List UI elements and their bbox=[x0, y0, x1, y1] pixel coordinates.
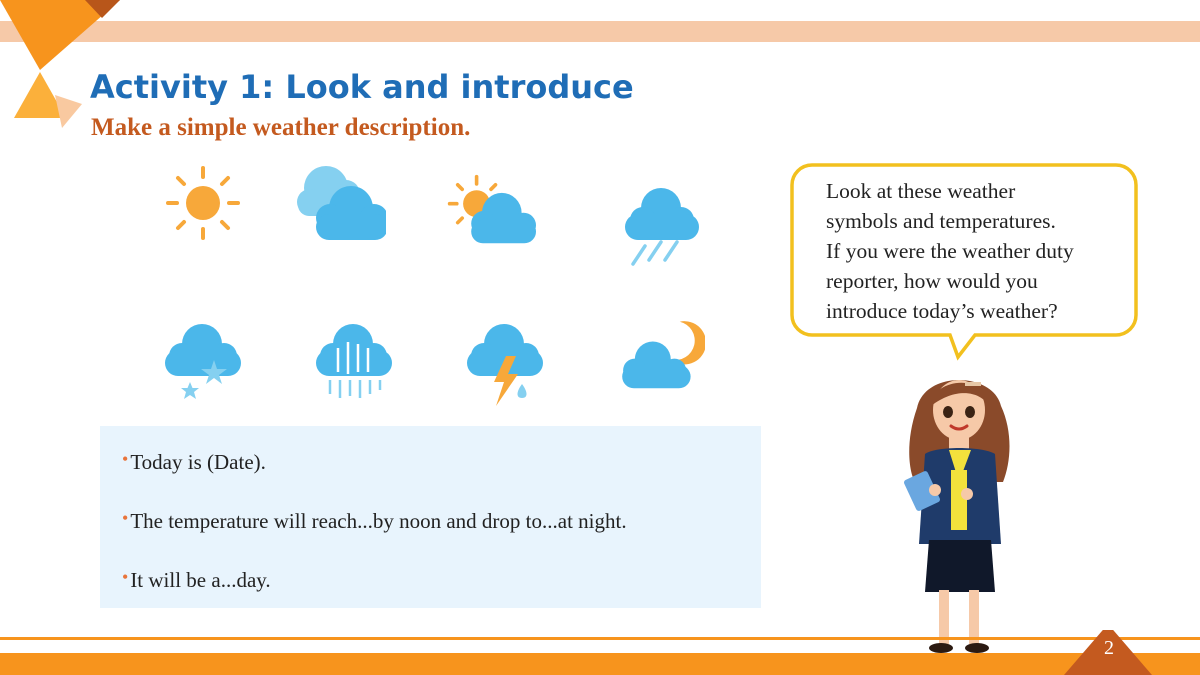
top-decor-band bbox=[0, 21, 1200, 42]
bullet-icon: • bbox=[122, 567, 129, 587]
heavy-rain-icon bbox=[308, 318, 398, 408]
description-line: •It will be a...day. bbox=[122, 567, 271, 592]
bullet-icon: • bbox=[122, 449, 129, 469]
teacher-illustration bbox=[895, 362, 1025, 658]
cloudy-icon bbox=[296, 158, 386, 248]
page-number: 2 bbox=[1104, 637, 1114, 659]
cloudy-night-icon bbox=[615, 310, 705, 400]
thunderstorm-icon bbox=[460, 318, 550, 408]
partly-cloudy-icon bbox=[446, 165, 536, 255]
sunny-icon bbox=[158, 158, 248, 248]
bottom-decor-band bbox=[0, 630, 1200, 675]
description-line: •The temperature will reach...by noon and drop to...at night. bbox=[122, 508, 627, 533]
description-line: •Today is (Date). bbox=[122, 449, 266, 474]
description-box bbox=[100, 426, 761, 608]
snow-icon bbox=[158, 318, 248, 408]
slide-title: Activity 1: Look and introduce bbox=[90, 68, 634, 106]
slide-subtitle: Make a simple weather description. bbox=[91, 114, 471, 141]
rain-icon bbox=[615, 178, 705, 268]
bullet-icon: • bbox=[122, 508, 129, 528]
speech-bubble-text: Look at these weather symbols and temperatures. If you were the weather duty reporter, how would you introduce today’s weather? bbox=[826, 179, 1074, 323]
